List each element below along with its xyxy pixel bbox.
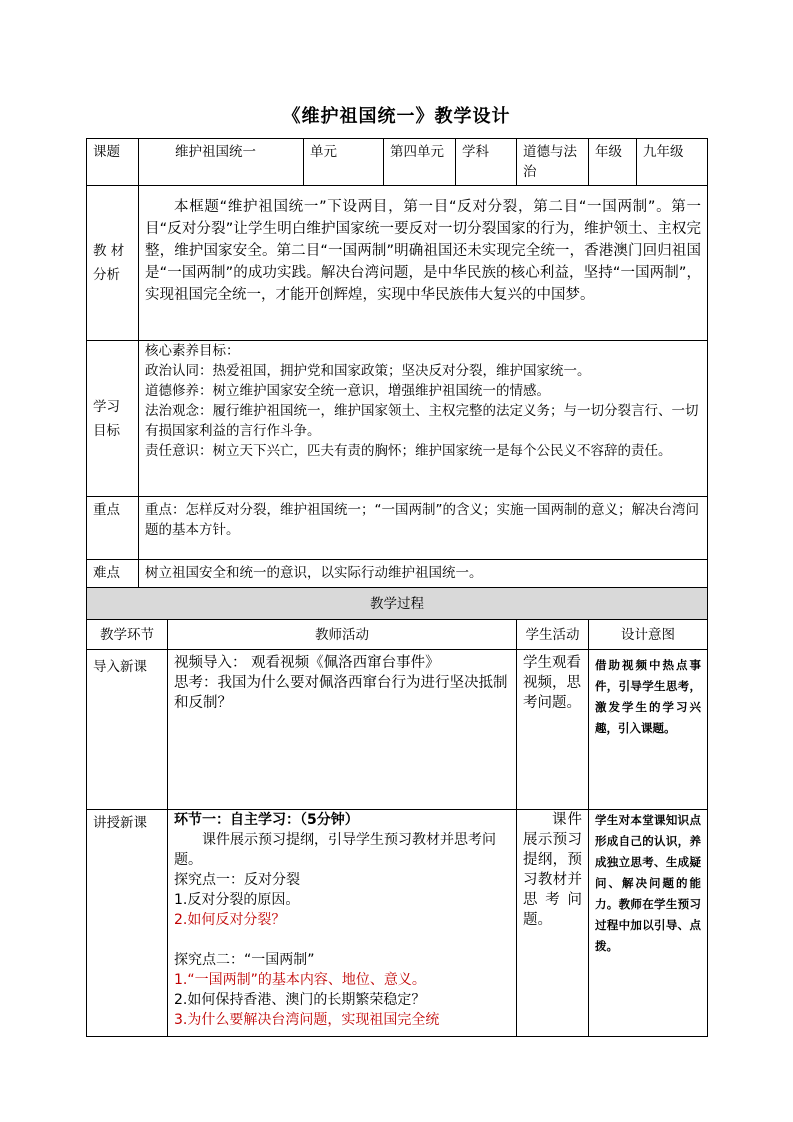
- intro-teacher-line: 思考：我国为什么要对佩洛西窜台行为进行坚决抵制和反制？: [174, 675, 508, 711]
- col-student-header: 学生活动: [517, 620, 589, 650]
- objective-line: 政治认同：热爱祖国，拥护党和国家政策；坚决反对分裂，维护国家统一。: [145, 363, 591, 379]
- lecture-stage: 讲授新课: [87, 810, 168, 1037]
- page-title: 《维护祖国统一》教学设计: [282, 106, 511, 127]
- point2-question: 3.为什么要解决台湾问题，实现祖国完全统: [174, 1012, 440, 1028]
- objective-line: 责任意识：树立天下兴亡，匹夫有责的胸怀；维护国家统一是每个公民义不容辞的责任。: [145, 443, 672, 459]
- lecture-intent: 学生对本堂课知识点形成自己的认识，养成独立思考、生成疑问、解决问题的能力。教师在学生预习过程中加以引导、点拨。: [589, 810, 708, 1037]
- spacer: [174, 930, 510, 950]
- lecture-teacher: [168, 810, 517, 1037]
- lecture-step-title: 环节一：自主学习：（5分钟）: [174, 812, 359, 828]
- discipline-label: 学科: [456, 139, 517, 186]
- point1-title: 探究点一：反对分裂: [174, 872, 300, 888]
- grade-label: 年级: [589, 139, 637, 186]
- objective-line: 核心素养目标：: [145, 343, 240, 359]
- analysis-text: 本框题“维护祖国统一”下设两目，第一目“反对分裂，第二目“一国两制”。第一目“反对分裂”让学生明白维护国家统一要反对一切分裂国家的行为，维护领土、主权完整，维护国家安全。第二目“一国两制”明确祖国还未实现完全统一，香港澳门回归祖国是“一国两制”的成功实践。解决台湾问题，是中华民族的核心利益，坚持“一国两制”，实现祖国完全统一，才能开创辉煌，实现中华民族伟大复兴的中国梦。: [139, 186, 708, 341]
- teaching-process-band: 教学过程: [87, 588, 708, 620]
- lecture-step-desc: 课件展示预习提纲，引导学生预习教材并思考问题。: [174, 832, 496, 868]
- key-points-label: 重点: [87, 497, 139, 560]
- objectives-list: [139, 341, 708, 497]
- subject-label: 课题: [87, 139, 139, 186]
- objectives-label-line2: 目标: [93, 422, 120, 439]
- analysis-label-line2: 分析: [93, 267, 120, 283]
- difficulty-label: 难点: [87, 560, 139, 588]
- discipline-value: 道德与法治: [517, 139, 589, 186]
- point2-question: 2.如何保持香港、澳门的长期繁荣稳定？: [174, 992, 426, 1008]
- col-teacher-header: 教师活动: [168, 620, 517, 650]
- lecture-student: 课件展示预习提纲，预习教材并思考问题。: [517, 810, 589, 1037]
- key-points-text: 重点：怎样反对分裂，维护祖国统一；“一国两制”的含义；实施一国两制的意义；解决台湾问题的基本方针。: [139, 497, 708, 560]
- intro-teacher-line: 视频导入： 观看视频《佩洛西窜台事件》: [174, 655, 440, 671]
- intro-stage: 导入新课: [87, 650, 168, 810]
- point2-question: 1.“一国两制”的基本内容、地位、意义。: [174, 972, 426, 988]
- objectives-label: [87, 341, 139, 497]
- point2-title: 探究点二：“一国两制”: [174, 952, 315, 968]
- intro-teacher: [168, 650, 517, 810]
- intro-student: 学生观看视频，思考问题。: [517, 650, 589, 810]
- unit-value: 第四单元: [384, 139, 456, 186]
- objective-line: 法治观念：履行维护祖国统一，维护国家领土、主权完整的法定义务；与一切分裂言行、一切有损国家利益的言行作斗争。: [145, 403, 699, 439]
- difficulty-text: 树立祖国安全和统一的意识，以实际行动维护祖国统一。: [139, 560, 708, 588]
- point1-question: 2.如何反对分裂？: [174, 912, 286, 928]
- intro-intent: 借助视频中热点事件，引导学生思考，激发学生的学习兴趣，引入课题。: [589, 650, 708, 810]
- col-intent-header: 设计意图: [589, 620, 708, 650]
- analysis-label-line1: 教 材: [93, 243, 125, 259]
- unit-label: 单元: [304, 139, 384, 186]
- subject-value: 维护祖国统一: [139, 139, 304, 186]
- col-stage-header: 教学环节: [87, 620, 168, 650]
- objectives-label-line1: 学习: [93, 398, 120, 415]
- lesson-plan-table: [86, 138, 707, 1037]
- objective-line: 道德修养：树立维护国家安全统一意识，增强维护祖国统一的情感。: [145, 383, 550, 399]
- analysis-label: [87, 186, 139, 341]
- point1-question: 1.反对分裂的原因。: [174, 892, 300, 908]
- grade-value: 九年级: [637, 139, 708, 186]
